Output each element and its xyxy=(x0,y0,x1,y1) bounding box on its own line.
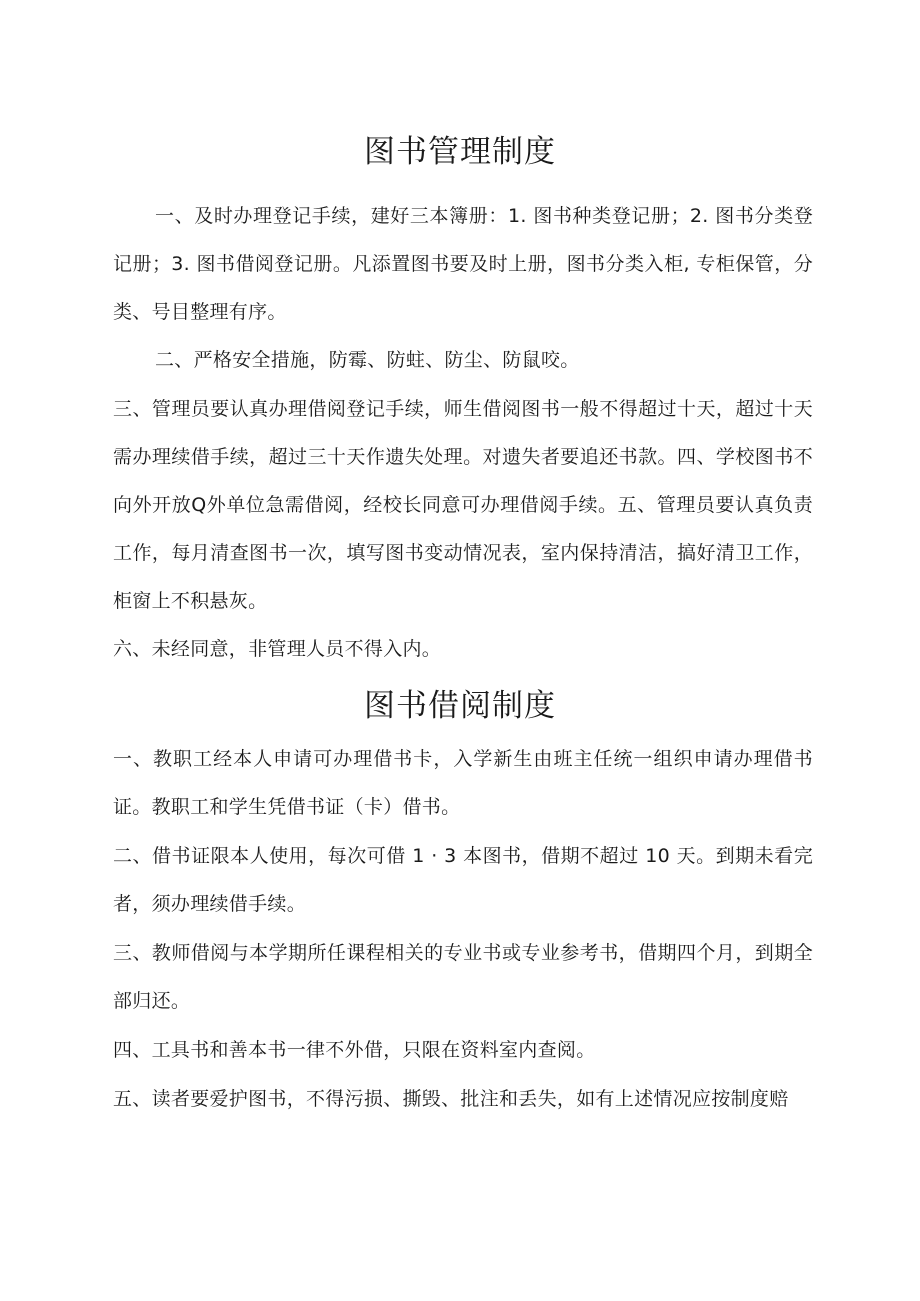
paragraph-borrowing-5: 五、读者要爱护图书，不得污损、撕毁、批注和丢失，如有上述情况应按制度赔 xyxy=(113,1088,789,1110)
paragraph-management-2: 二、严格安全措施，防霉、防蛀、防尘、防鼠咬。 xyxy=(155,349,580,371)
paragraph-borrowing-1: 一、教职工经本人申请可办理借书卡，入学新生由班主任统一组织申请办理借书证。教职工和学生凭借书证（卡）借书。 xyxy=(113,748,813,818)
paragraph-borrowing-4: 四、工具书和善本书一律不外借，只限在资料室内查阅。 xyxy=(113,1039,596,1061)
paragraph-borrowing-2: 二、借书证限本人使用，每次可借 1 · 3 本图书，借期不超过 10 天。到期未看完者，须办理续借手续。 xyxy=(113,845,813,915)
title-library-borrowing: 图书借阅制度 xyxy=(364,688,556,724)
paragraph-management-6: 六、未经同意，非管理人员不得入内。 xyxy=(113,638,442,660)
paragraph-management-1: 一、及时办理登记手续，建好三本簿册：1. 图书种类登记册；2. 图书分类登记册；3. 图书借阅登记册。凡添置图书要及时上册，图书分类入柜, 专柜保管，分类、号目整理有序。 xyxy=(113,205,813,323)
paragraph-borrowing-3: 三、教师借阅与本学期所任课程相关的专业书或专业参考书，借期四个月，到期全部归还。 xyxy=(113,942,813,1012)
title-library-management: 图书管理制度 xyxy=(364,134,556,170)
paragraph-management-3: 三、管理员要认真办理借阅登记手续，师生借阅图书一般不得超过十天，超过十天需办理续借手续，超过三十天作遗失处理。对遗失者要追还书款。四、学校图书不向外开放Q外单位急需借阅，经校长同意可办理借阅手续。五、管理员要认真负责工作，每月清查图书一次，填写图书变动情况表，室内保持清洁，搞好清卫工作，柜窗上不积悬灰。 xyxy=(113,398,813,612)
